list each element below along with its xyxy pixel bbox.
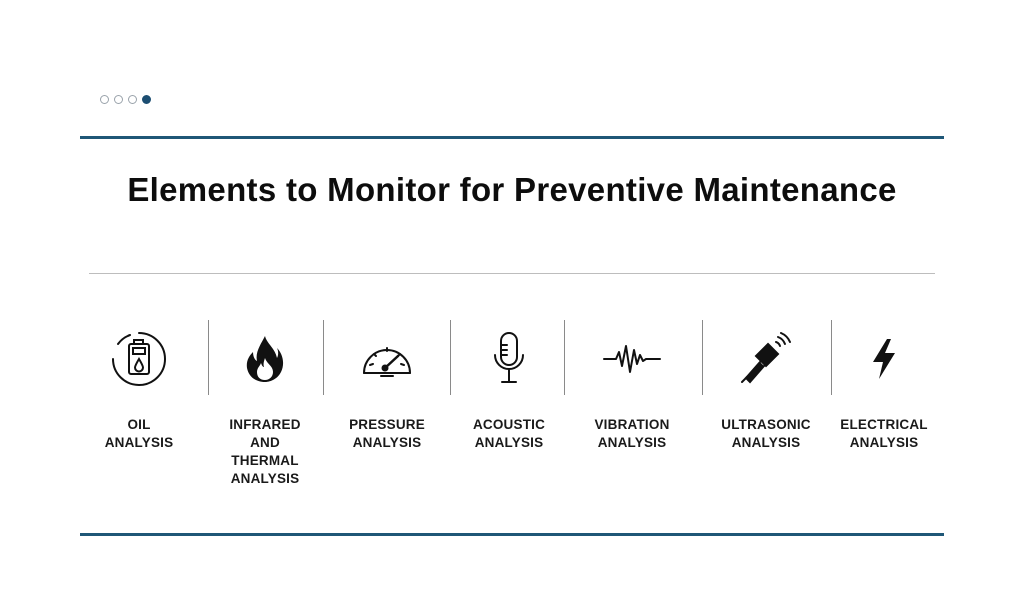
item-label: OIL ANALYSIS bbox=[104, 417, 174, 450]
item-label: ELECTRICAL ANALYSIS bbox=[840, 417, 928, 450]
item-separator bbox=[831, 320, 832, 395]
item-pressure-analysis bbox=[340, 320, 434, 452]
waveform-icon bbox=[582, 320, 682, 398]
item-separator bbox=[323, 320, 324, 395]
item-separator bbox=[450, 320, 451, 395]
item-label: VIBRATION ANALYSIS bbox=[594, 417, 670, 450]
carousel-dot-3[interactable] bbox=[128, 95, 137, 104]
flame-icon bbox=[222, 320, 308, 398]
item-acoustic-analysis bbox=[463, 320, 555, 452]
item-infrared-thermal-analysis bbox=[222, 320, 308, 488]
top-divider bbox=[80, 136, 944, 139]
ultrasonic-probe-icon bbox=[710, 320, 822, 398]
title-divider bbox=[89, 273, 935, 274]
item-vibration-analysis bbox=[582, 320, 682, 452]
item-separator bbox=[564, 320, 565, 395]
bottom-divider bbox=[80, 533, 944, 536]
carousel-dot-1[interactable] bbox=[100, 95, 109, 104]
item-label: PRESSURE ANALYSIS bbox=[349, 417, 425, 450]
item-label: INFRARED AND THERMAL ANALYSIS bbox=[229, 417, 301, 486]
item-label: ULTRASONIC ANALYSIS bbox=[721, 417, 811, 450]
microphone-icon bbox=[463, 320, 555, 398]
carousel-dot-4[interactable] bbox=[142, 95, 151, 104]
item-ultrasonic-analysis bbox=[710, 320, 822, 452]
item-oil-analysis bbox=[94, 320, 184, 452]
gauge-icon bbox=[340, 320, 434, 398]
carousel-dots bbox=[100, 95, 151, 104]
oil-can-icon bbox=[94, 320, 184, 398]
lightning-bolt-icon bbox=[834, 320, 934, 398]
item-label: ACOUSTIC ANALYSIS bbox=[472, 417, 546, 450]
page-title: Elements to Monitor for Preventive Maintenance bbox=[127, 171, 897, 208]
item-separator bbox=[702, 320, 703, 395]
item-electrical-analysis bbox=[834, 320, 934, 452]
carousel-dot-2[interactable] bbox=[114, 95, 123, 104]
item-separator bbox=[208, 320, 209, 395]
